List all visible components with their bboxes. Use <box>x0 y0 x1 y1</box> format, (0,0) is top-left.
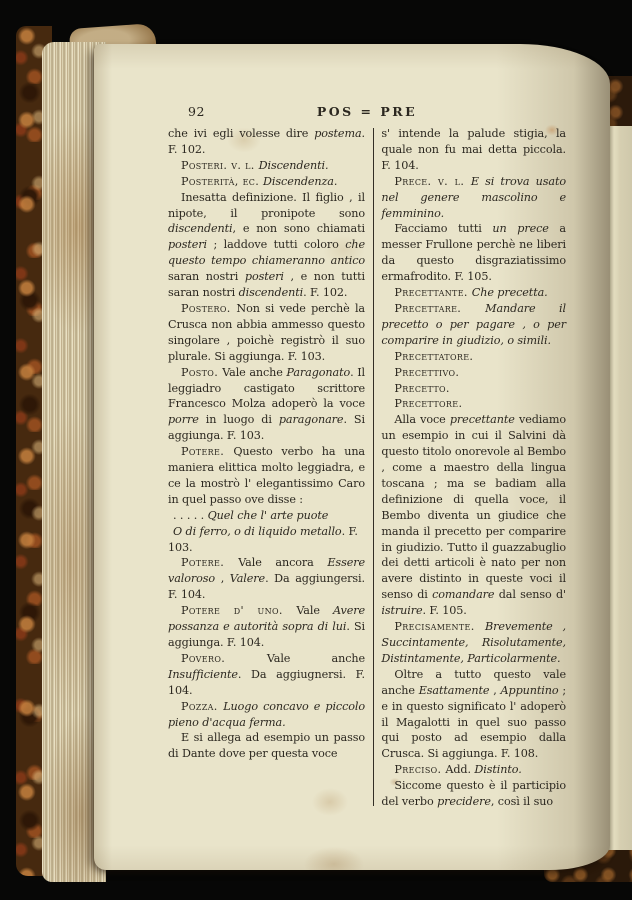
paragraph: Precettatore. <box>394 349 474 363</box>
paragraph: Precisamente. Brevemente , Succintamente, Risolutamente, Distintamente, Particolarmente. <box>381 620 566 665</box>
paragraph: Posteri. v. l. Discendenti. <box>181 158 329 172</box>
paragraph: s' intende la palude stigia, la quale non fu mai detta piccola. F. 104. <box>381 127 566 172</box>
paragraph: Potere. Questo verbo ha una maniera elittica molto leggiadra, e ce la mostrò l' elegantissimo Caro in quel passo ove disse : <box>168 445 365 506</box>
paragraph: Precettante. Che precetta. <box>394 286 548 300</box>
paragraph: Povero. Vale anche Insufficiente. Da aggiugnersi. F. 104. <box>168 651 365 697</box>
paragraph: Posto. Vale anche Paragonato. Il leggiadro castigato scrittore Francesco Molza adoperò la voce porre in luogo di paragonare. Si aggiunga. F. 103. <box>168 365 365 443</box>
paragraph: Preciso. Add. Distinto. <box>394 763 522 777</box>
paragraph: . . . . . Quel che l' arte puote <box>173 508 329 522</box>
column-divider <box>373 128 374 806</box>
paragraph: Siccome questo è il participio del verbo precidere, così il suo <box>381 779 566 809</box>
paragraph: Oltre a tutto questo vale anche Esattamente , Appuntino ; e in questo significato l' adoperò il Magalotti in quel suo passo qui posto ad esempio dalla Crusca. Si aggiunga. F. 108. <box>381 667 566 761</box>
book-page <box>94 44 610 870</box>
paragraph: Inesatta definizione. Il figlio , il nipote, il pronipote sono discendenti, e non sono chiamati posteri ; laddove tutti coloro che questo tempo chiameranno antico saran nostri posteri , e non tutti saran nostri discendenti. F. 102. <box>168 190 365 300</box>
paragraph: Precettivo. <box>394 365 460 379</box>
paragraph: Precetto. <box>394 381 450 395</box>
paragraph: Postero. Non si vede perchè la Crusca non abbia ammesso questo singolare , poichè registrò il suo plurale. Si aggiunga. F. 103. <box>168 301 365 363</box>
right-column <box>381 126 566 810</box>
paragraph: Pozza. Luogo concavo e piccolo pieno d'acqua ferma. <box>168 699 365 729</box>
paragraph: O di ferro, o di liquido metallo. F. 103. <box>168 524 358 554</box>
paragraph: Posterità, ec. Discendenza. <box>181 174 338 188</box>
paragraph: E si allega ad esempio un passo di Dante dove per questa voce <box>168 731 365 761</box>
paragraph: Precettore. <box>394 397 463 411</box>
paragraph: che ivi egli volesse dire postema. F. 102. <box>168 127 365 156</box>
paragraph: Alla voce precettante vediamo un esempio in cui il Salvini dà questo titolo onorevole al Bembo , come a maestro della lingua toscana ; ma se badiam alla definizione di quella voce, il Bembo diventa un giudice che manda il precetto per comparire in giudizio. Tutto il guazzabuglio dei detti articoli è nato per non avere distinto in queste voci il senso di comandare dal senso d' istruire. F. 105. <box>381 413 567 618</box>
paragraph: Potere. Vale ancora Essere valoroso , Valere. Da aggiungersi. F. 104. <box>168 556 365 602</box>
paragraph: Facciamo tutti un prece a messer Frullone perchè ne liberi da questo disgraziatissimo ermafrodito. F. 105. <box>381 222 566 284</box>
page-number: 92 <box>188 104 205 119</box>
paragraph: Precettare. Mandare il precetto o per pagare , o per comparire in giudizio, o simili. <box>381 301 567 347</box>
text-columns <box>168 126 566 810</box>
printed-text-block <box>168 102 566 810</box>
paragraph: Prece. v. l. E si trova usato nel genere mascolino e femminino. <box>381 174 566 220</box>
running-header <box>168 102 566 126</box>
paragraph: Potere d' uno. Vale Avere possanza e autorità sopra di lui. Si aggiunga. F. 104. <box>168 604 365 649</box>
running-title: POS = PRE <box>316 104 418 119</box>
left-column <box>168 126 365 810</box>
